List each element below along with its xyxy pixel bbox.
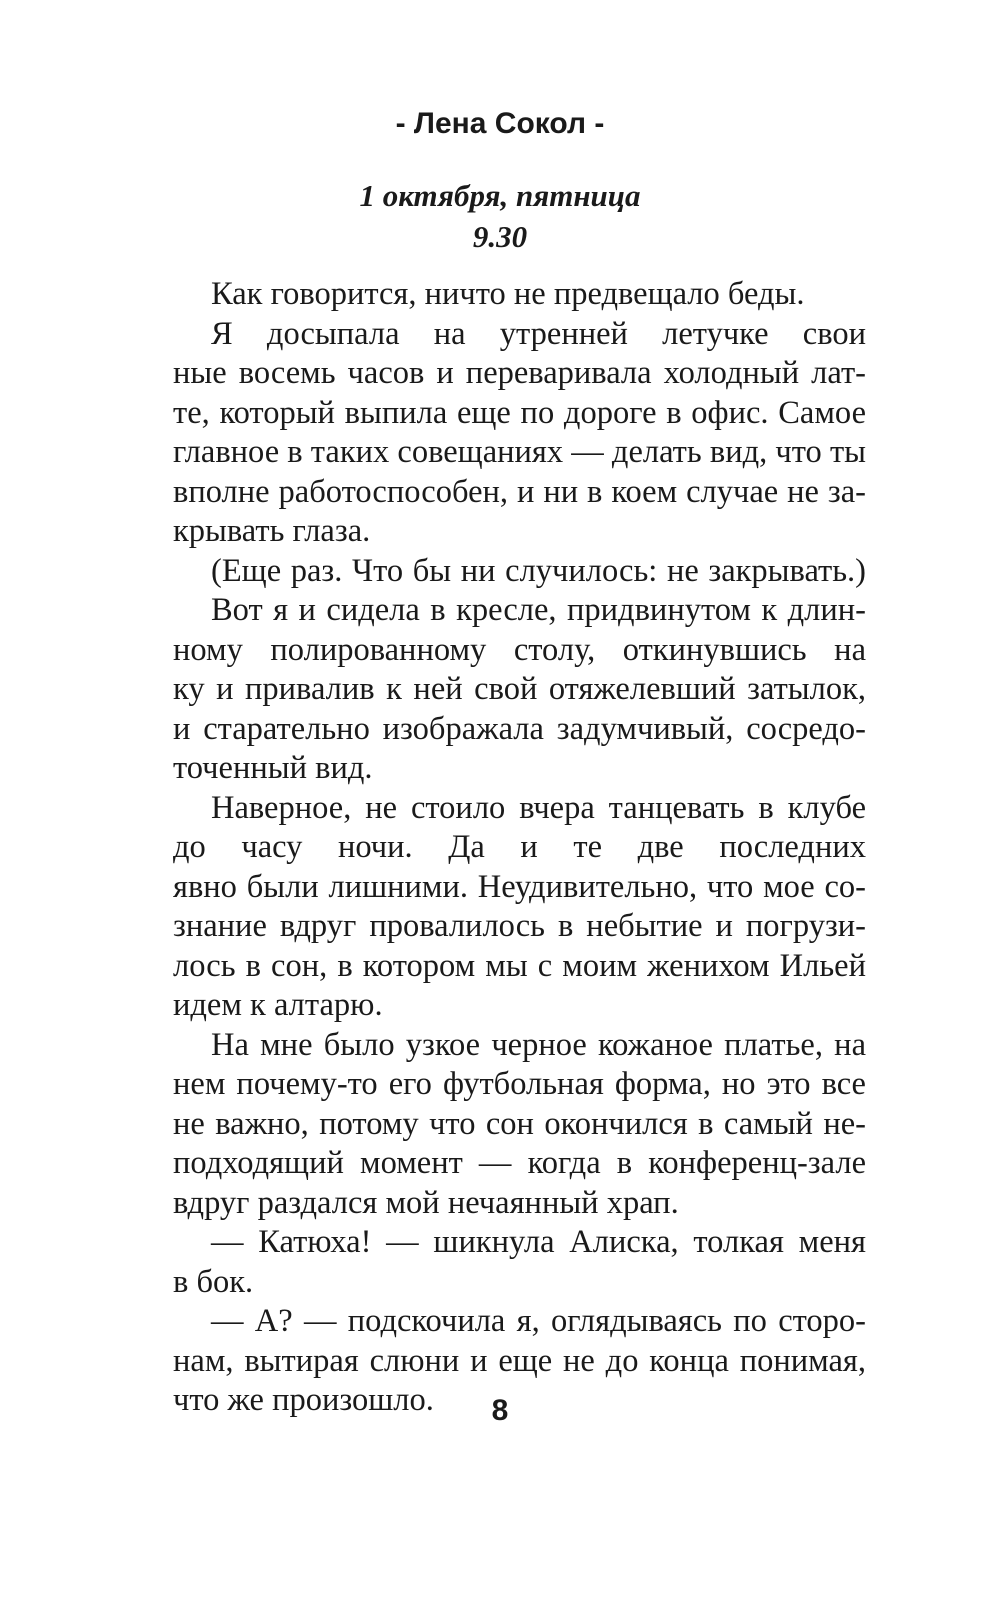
text-line: (Еще раз. Что бы ни случилось: не закрывать.) xyxy=(211,552,866,589)
text-line: главное в таких совещаниях — делать вид, что ты xyxy=(173,434,866,470)
text-line: точенный вид. xyxy=(173,750,373,786)
text-line: в бок. xyxy=(173,1263,254,1300)
chapter-time: 9.30 xyxy=(472,219,528,254)
text-line: не важно, потому что сон окончился в самый не- xyxy=(173,1105,866,1142)
text-line: Как говорится, ничто не предвещало беды. xyxy=(211,276,805,312)
chapter-heading xyxy=(0,175,1000,257)
text-line: до часу ночи. Да и те две последних xyxy=(173,829,866,865)
text-line: и старательно изображала задумчивый, сосредо- xyxy=(173,710,866,747)
text-line: Вот я и сидела в кресле, придвинутом к длин- xyxy=(211,592,866,628)
text-line: подходящий момент — когда в конференц-зале xyxy=(173,1145,866,1181)
text-line: вполне работоспособен, и ни в коем случае не за- xyxy=(173,473,866,510)
page-number: 8 xyxy=(491,1394,509,1427)
text-line: нем почему-то его футбольная форма, но это все xyxy=(173,1066,866,1102)
chapter-date: 1 октября, пятница xyxy=(359,178,641,213)
text-line: ному полированному столу, откинувшись на xyxy=(173,631,866,668)
body-text xyxy=(173,275,866,1421)
text-line: Наверное, не стоило вчера танцевать в клубе xyxy=(211,789,866,826)
text-line: На мне было узкое черное кожаное платье, на xyxy=(211,1026,866,1063)
text-line: что же произошло. xyxy=(173,1382,434,1418)
text-line: идем к алтарю. xyxy=(173,987,383,1023)
text-line: вдруг раздался мой нечаянный храп. xyxy=(173,1184,679,1221)
text-line: явно были лишними. Неудивительно, что мое со- xyxy=(173,868,866,905)
running-head: - Лена Сокол - xyxy=(395,107,605,140)
text-line: нам, вытирая слюни и еще не до конца понимая, xyxy=(173,1342,866,1379)
text-line: знание вдруг провалилось в небытие и погрузи- xyxy=(173,908,866,944)
text-line: те, который выпила еще по дороге в офис. Самое xyxy=(173,394,866,431)
text-line: лось в сон, в котором мы с моим женихом Ильей xyxy=(173,947,866,984)
text-line: ку и привалив к ней свой отяжелевший затылок, xyxy=(173,671,866,707)
text-line: — А? — подскочила я, оглядываясь по сторо- xyxy=(211,1303,866,1339)
text-line: — Катюха! — шикнула Алиска, толкая меня xyxy=(211,1224,866,1260)
text-line: ные восемь часов и переваривала холодный лат- xyxy=(173,355,866,391)
text-line: Я досыпала на утренней летучке свои xyxy=(211,315,866,352)
text-line: крывать глаза. xyxy=(173,513,371,549)
